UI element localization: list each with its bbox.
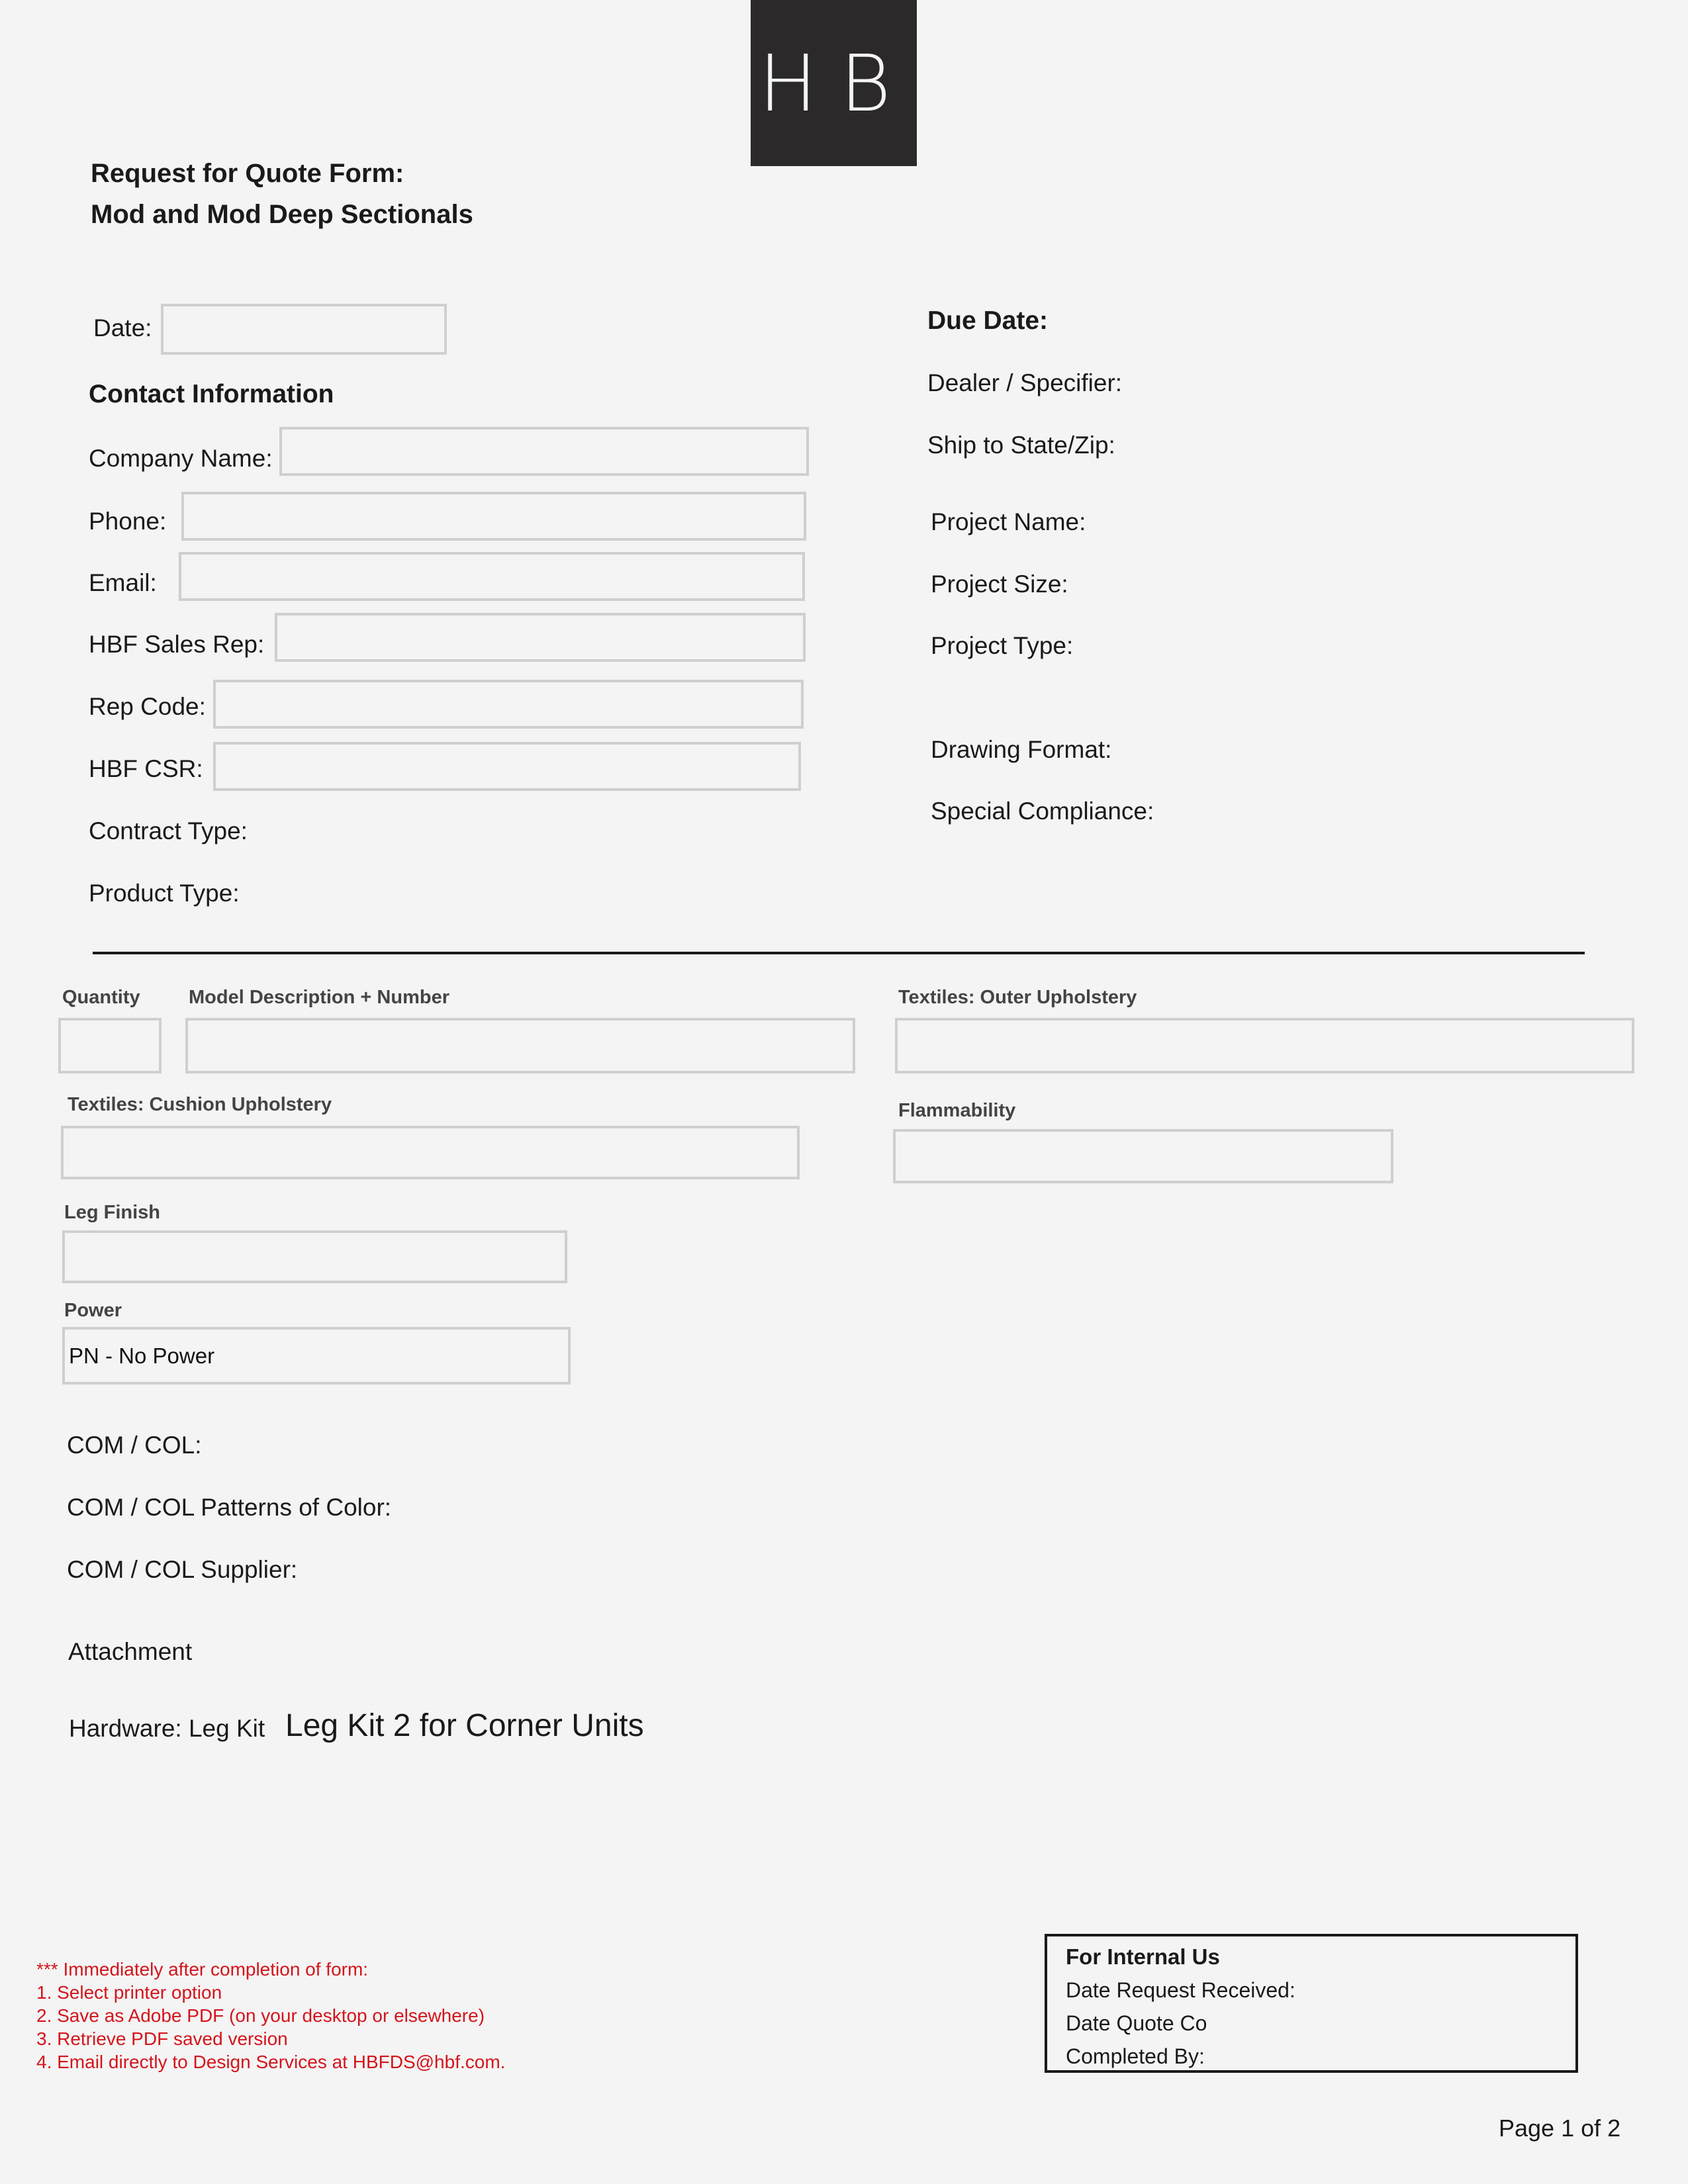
- power-label: Power: [64, 1300, 122, 1321]
- project-type-label: Project Type:: [931, 632, 1074, 659]
- dealer-specifier-label: Dealer / Specifier:: [927, 369, 1123, 396]
- sales-rep-field[interactable]: [275, 613, 806, 662]
- date-field[interactable]: [161, 304, 447, 355]
- cushion-upholstery-field[interactable]: [61, 1126, 800, 1179]
- rep-code-field[interactable]: [213, 680, 804, 729]
- date-label: Date:: [93, 314, 152, 341]
- quantity-label: Quantity: [62, 987, 140, 1008]
- date-quote-label: Date Quote Co: [1066, 2011, 1207, 2035]
- outer-upholstery-label: Textiles: Outer Upholstery: [898, 987, 1137, 1008]
- project-size-label: Project Size:: [931, 570, 1068, 598]
- contact-section-title: Contact Information: [89, 380, 334, 408]
- instructions-list: [36, 1958, 505, 2073]
- flammability-label: Flammability: [898, 1100, 1016, 1121]
- hbf-logo: [751, 0, 981, 166]
- cushion-upholstery-label: Textiles: Cushion Upholstery: [68, 1094, 332, 1115]
- com-col-label: COM / COL:: [67, 1432, 202, 1459]
- drawing-format-label: Drawing Format:: [931, 736, 1112, 763]
- csr-field[interactable]: [213, 742, 801, 791]
- attachment-label: Attachment: [68, 1638, 193, 1665]
- logo-text: HBF: [759, 38, 981, 129]
- model-description-field[interactable]: [185, 1018, 855, 1073]
- form-title-line1: Request for Quote Form:: [91, 159, 404, 188]
- hardware-value[interactable]: Leg Kit 2 for Corner Units: [285, 1708, 644, 1743]
- quantity-field[interactable]: [58, 1018, 162, 1073]
- com-col-patterns-label: COM / COL Patterns of Color:: [67, 1494, 392, 1521]
- leg-finish-label: Leg Finish: [64, 1202, 160, 1223]
- outer-upholstery-field[interactable]: [895, 1018, 1634, 1073]
- instruction-line: *** Immediately after completion of form:: [36, 1959, 369, 1979]
- instruction-line: 1. Select printer option: [36, 1982, 222, 2003]
- email-label: Email:: [89, 569, 157, 596]
- csr-label: HBF CSR:: [89, 755, 203, 782]
- phone-label: Phone:: [89, 508, 167, 535]
- instruction-line: 4. Email directly to Design Services at HBFDS@hbf.com.: [36, 2052, 506, 2072]
- flammability-field[interactable]: [893, 1129, 1393, 1183]
- project-name-label: Project Name:: [931, 508, 1086, 535]
- model-description-label: Model Description + Number: [189, 987, 449, 1008]
- company-name-label: Company Name:: [89, 445, 273, 472]
- sales-rep-label: HBF Sales Rep:: [89, 631, 265, 658]
- email-field[interactable]: [179, 552, 805, 601]
- phone-field[interactable]: [181, 492, 806, 541]
- product-type-label: Product Type:: [89, 880, 240, 907]
- leg-finish-field[interactable]: [62, 1230, 567, 1283]
- internal-use-title: For Internal Us: [1066, 1944, 1220, 1969]
- section-divider: [93, 952, 1585, 954]
- form-title-line2: Mod and Mod Deep Sectionals: [91, 200, 473, 229]
- rep-code-label: Rep Code:: [89, 693, 206, 720]
- date-request-received-label: Date Request Received:: [1066, 1978, 1295, 2002]
- power-value: PN - No Power: [69, 1343, 215, 1368]
- completed-by-label: Completed By:: [1066, 2044, 1205, 2068]
- page-number: Page 1 of 2: [1499, 2115, 1621, 2142]
- ship-to-label: Ship to State/Zip:: [927, 432, 1115, 459]
- due-date-label: Due Date:: [927, 306, 1049, 335]
- instruction-line: 2. Save as Adobe PDF (on your desktop or elsewhere): [36, 2005, 485, 2026]
- com-col-supplier-label: COM / COL Supplier:: [67, 1556, 298, 1583]
- power-select[interactable]: [62, 1327, 571, 1385]
- instruction-line: 3. Retrieve PDF saved version: [36, 2028, 288, 2049]
- hardware-label: Hardware: Leg Kit: [69, 1715, 265, 1742]
- company-name-field[interactable]: [279, 427, 809, 476]
- internal-use-box: [1045, 1934, 1578, 2073]
- special-compliance-label: Special Compliance:: [931, 797, 1154, 825]
- contract-type-label: Contract Type:: [89, 817, 248, 844]
